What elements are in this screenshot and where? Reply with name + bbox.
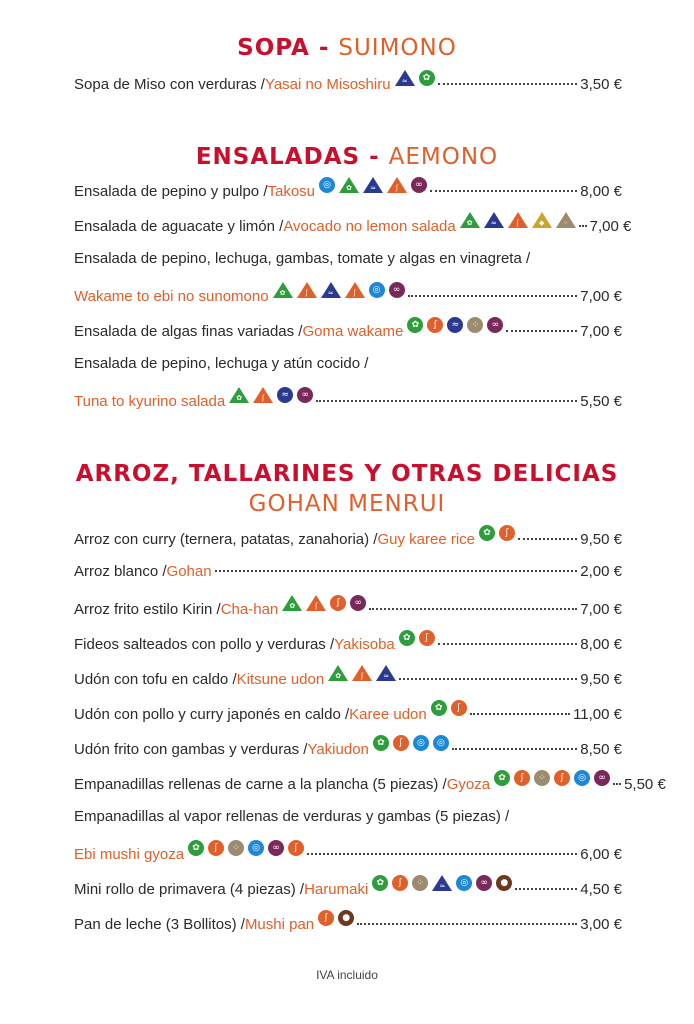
item-price: 8,50 € <box>580 741 622 758</box>
item-name-jp: Wakame to ebi no sunomono <box>74 288 269 305</box>
allergen-green-triangle-icon: ✿ <box>282 595 302 611</box>
allergen-icons <box>431 700 467 716</box>
allergen-icons <box>373 735 449 751</box>
item-name-jp: Harumaki <box>304 881 369 898</box>
dot-leader <box>215 570 578 572</box>
allergen-brown-circle-icon: ● <box>338 910 354 926</box>
allergen-purple-circle-icon: ∞ <box>594 770 610 786</box>
section-heading-arroz <box>0 460 694 488</box>
menu-item <box>74 913 622 937</box>
item-price: 8,00 € <box>580 183 622 200</box>
item-price: 9,50 € <box>580 671 622 688</box>
allergen-orange-triangle-icon: ʃ <box>387 177 407 193</box>
allergen-icons <box>395 70 435 86</box>
allergen-green-circle-icon: ✿ <box>188 840 204 856</box>
allergen-green-circle-icon: ✿ <box>479 525 495 541</box>
footer-note: IVA incluido <box>316 968 378 982</box>
allergen-icons <box>407 317 503 333</box>
item-price: 3,50 € <box>580 76 622 93</box>
allergen-orange-triangle-icon: ʃ <box>345 282 365 298</box>
heading-es: SOPA <box>237 35 310 61</box>
item-price: 7,00 € <box>580 288 622 305</box>
dot-leader <box>307 853 577 855</box>
dot-leader <box>515 888 577 890</box>
allergen-green-circle-icon: ✿ <box>407 317 423 333</box>
allergen-orange-triangle-icon: ʃ <box>253 387 273 403</box>
allergen-tan-circle-icon: ⁘ <box>467 317 483 333</box>
dot-leader <box>613 783 621 785</box>
menu-item <box>74 773 666 797</box>
menu-item <box>74 598 622 622</box>
item-price: 7,00 € <box>580 601 622 618</box>
allergen-navy-triangle-icon: ≈ <box>321 282 341 298</box>
heading-separator: - <box>360 144 389 170</box>
allergen-orange-circle-icon: ʃ <box>554 770 570 786</box>
allergen-orange-triangle-icon: ʃ <box>306 595 326 611</box>
menu-item <box>74 355 622 379</box>
item-name-es: Arroz con curry (ternera, patatas, zanahoria) / <box>74 531 378 548</box>
allergen-purple-circle-icon: ∞ <box>487 317 503 333</box>
allergen-tan-circle-icon: ⁘ <box>534 770 550 786</box>
menu-item <box>74 250 622 274</box>
item-price: 9,50 € <box>580 531 622 548</box>
item-name-jp: Yakiudon <box>307 741 369 758</box>
allergen-icons <box>318 910 354 926</box>
heading-separator: - <box>309 35 339 61</box>
item-name-jp: Gohan <box>166 563 212 580</box>
item-name-jp: Yasai no Misoshiru <box>264 76 391 93</box>
allergen-navy-triangle-icon: ≈ <box>395 70 415 86</box>
item-name-es: Ensalada de pepino y pulpo / <box>74 183 268 200</box>
heading-jp: AEMONO <box>388 144 499 170</box>
allergen-purple-circle-icon: ∞ <box>350 595 366 611</box>
allergen-green-triangle-icon: ✿ <box>229 387 249 403</box>
allergen-green-circle-icon: ✿ <box>419 70 435 86</box>
allergen-orange-circle-icon: ʃ <box>288 840 304 856</box>
menu-item <box>74 528 622 552</box>
item-price: 5,50 € <box>624 776 666 793</box>
allergen-icons <box>273 282 405 298</box>
item-price: 7,00 € <box>580 323 622 340</box>
item-name-es: Empanadillas al vapor rellenas de verduras y gambas (5 piezas) / <box>74 808 510 825</box>
item-price: 5,50 € <box>580 393 622 410</box>
dot-leader <box>579 225 587 227</box>
allergen-icons <box>188 840 304 856</box>
allergen-icons <box>460 212 576 228</box>
dot-leader <box>438 83 578 85</box>
item-name-es: Fideos salteados con pollo y verduras / <box>74 636 335 653</box>
menu-item <box>74 843 622 867</box>
menu-item <box>74 73 622 97</box>
item-name-jp: Mushi pan <box>244 916 315 933</box>
allergen-orange-triangle-icon: ʃ <box>297 282 317 298</box>
allergen-orange-circle-icon: ʃ <box>451 700 467 716</box>
item-name-jp: Cha-han <box>220 601 279 618</box>
item-price: 6,00 € <box>580 846 622 863</box>
item-name-jp: Gyoza <box>446 776 491 793</box>
allergen-icons <box>319 177 427 193</box>
item-price: 3,00 € <box>580 916 622 933</box>
allergen-blue-circle-icon: ◎ <box>369 282 385 298</box>
allergen-purple-circle-icon: ∞ <box>297 387 313 403</box>
allergen-icons <box>479 525 515 541</box>
item-name-es: Sopa de Miso con verduras / <box>74 76 265 93</box>
allergen-blue-circle-icon: ◎ <box>413 735 429 751</box>
item-name-jp: Tuna to kyurino salada <box>74 393 226 410</box>
item-price: 11,00 € <box>573 706 622 723</box>
allergen-tan-circle-icon: ⁘ <box>228 840 244 856</box>
dot-leader <box>408 295 578 297</box>
item-price: 7,00 € <box>589 218 632 235</box>
allergen-navy-triangle-icon: ≈ <box>376 665 396 681</box>
item-name-jp: Yakisoba <box>334 636 395 653</box>
heading-jp: GOHAN MENRUI <box>248 491 446 517</box>
allergen-blue-circle-icon: ◎ <box>433 735 449 751</box>
allergen-navy-triangle-icon: ≈ <box>363 177 383 193</box>
section-heading-sopa <box>0 34 694 62</box>
item-name-es: Udón con pollo y curry japonés en caldo / <box>74 706 350 723</box>
allergen-blue-circle-icon: ◎ <box>574 770 590 786</box>
allergen-green-triangle-icon: ✿ <box>328 665 348 681</box>
item-name-es: Udón con tofu en caldo / <box>74 671 237 688</box>
allergen-purple-circle-icon: ∞ <box>476 875 492 891</box>
menu-item <box>74 668 622 692</box>
heading-jp: SUIMONO <box>338 35 457 61</box>
menu-item <box>74 878 622 902</box>
allergen-orange-circle-icon: ʃ <box>514 770 530 786</box>
item-name-es: Udón frito con gambas y verduras / <box>74 741 308 758</box>
menu-item <box>74 808 622 832</box>
allergen-green-circle-icon: ✿ <box>373 735 389 751</box>
item-price: 2,00 € <box>580 563 622 580</box>
menu-item <box>74 215 632 239</box>
dot-leader <box>438 643 578 645</box>
allergen-icons <box>372 875 512 891</box>
menu-item <box>74 563 622 587</box>
allergen-orange-circle-icon: ʃ <box>208 840 224 856</box>
item-name-es: Arroz blanco / <box>74 563 167 580</box>
item-name-es: Ensalada de pepino, lechuga, gambas, tomate y algas en vinagreta / <box>74 250 531 267</box>
allergen-green-circle-icon: ✿ <box>399 630 415 646</box>
heading-es: ENSALADAS <box>195 144 361 170</box>
item-name-es: Ensalada de algas finas variadas / <box>74 323 303 340</box>
allergen-green-triangle-icon: ✿ <box>339 177 359 193</box>
allergen-orange-circle-icon: ʃ <box>393 735 409 751</box>
item-name-es: Arroz frito estilo Kirin / <box>74 601 221 618</box>
item-name-jp: Karee udon <box>349 706 427 723</box>
allergen-purple-circle-icon: ∞ <box>411 177 427 193</box>
item-name-jp: Guy karee rice <box>377 531 476 548</box>
menu-item <box>74 180 622 204</box>
allergen-navy-circle-icon: ≈ <box>277 387 293 403</box>
allergen-tan-triangle-icon: ⁘ <box>556 212 576 228</box>
allergen-purple-circle-icon: ∞ <box>268 840 284 856</box>
allergen-blue-circle-icon: ◎ <box>319 177 335 193</box>
item-name-jp: Avocado no lemon salada <box>283 218 456 235</box>
allergen-icons <box>282 595 366 611</box>
item-price: 4,50 € <box>580 881 622 898</box>
allergen-green-circle-icon: ✿ <box>494 770 510 786</box>
menu-item <box>74 633 622 657</box>
item-name-es: Pan de leche (3 Bollitos) / <box>74 916 245 933</box>
allergen-icons <box>494 770 610 786</box>
allergen-green-circle-icon: ✿ <box>372 875 388 891</box>
allergen-green-triangle-icon: ✿ <box>460 212 480 228</box>
allergen-icons <box>229 387 313 403</box>
heading-es: ARROZ, TALLARINES Y OTRAS DELICIAS <box>75 461 619 487</box>
allergen-orange-circle-icon: ʃ <box>499 525 515 541</box>
allergen-navy-triangle-icon: ≈ <box>484 212 504 228</box>
allergen-orange-circle-icon: ʃ <box>318 910 334 926</box>
allergen-navy-circle-icon: ≈ <box>447 317 463 333</box>
dot-leader <box>357 923 577 925</box>
allergen-orange-circle-icon: ʃ <box>392 875 408 891</box>
allergen-blue-circle-icon: ◎ <box>456 875 472 891</box>
allergen-orange-circle-icon: ʃ <box>419 630 435 646</box>
allergen-orange-triangle-icon: ʃ <box>508 212 528 228</box>
menu-item <box>74 738 622 762</box>
item-name-es: Mini rollo de primavera (4 piezas) / <box>74 881 305 898</box>
allergen-blue-circle-icon: ◎ <box>248 840 264 856</box>
allergen-orange-circle-icon: ʃ <box>427 317 443 333</box>
allergen-tan-circle-icon: ⁘ <box>412 875 428 891</box>
dot-leader <box>470 713 570 715</box>
dot-leader <box>518 538 577 540</box>
allergen-icons <box>328 665 396 681</box>
menu-item <box>74 390 622 414</box>
allergen-green-triangle-icon: ✿ <box>273 282 293 298</box>
item-name-jp: Ebi mushi gyoza <box>74 846 185 863</box>
item-price: 8,00 € <box>580 636 622 653</box>
allergen-purple-circle-icon: ∞ <box>389 282 405 298</box>
allergen-icons <box>399 630 435 646</box>
allergen-orange-circle-icon: ʃ <box>330 595 346 611</box>
menu-item <box>74 320 622 344</box>
dot-leader <box>369 608 577 610</box>
item-name-jp: Goma wakame <box>302 323 404 340</box>
menu-item <box>74 703 622 727</box>
item-name-jp: Takosu <box>267 183 316 200</box>
dot-leader <box>399 678 577 680</box>
dot-leader <box>430 190 577 192</box>
dot-leader <box>316 400 577 402</box>
section-heading-ensaladas <box>0 143 694 171</box>
allergen-navy-triangle-icon: ≈ <box>432 875 452 891</box>
item-name-jp: Kitsune udon <box>236 671 325 688</box>
menu-item <box>74 285 622 309</box>
dot-leader <box>452 748 577 750</box>
item-name-es: Ensalada de pepino, lechuga y atún cocido / <box>74 355 369 372</box>
dot-leader <box>506 330 577 332</box>
allergen-gold-triangle-icon: ◆ <box>532 212 552 228</box>
item-name-es: Ensalada de aguacate y limón / <box>74 218 284 235</box>
allergen-green-circle-icon: ✿ <box>431 700 447 716</box>
allergen-brown-circle-icon: ● <box>496 875 512 891</box>
allergen-orange-triangle-icon: ʃ <box>352 665 372 681</box>
section-heading-arroz-jp <box>0 490 694 518</box>
item-name-es: Empanadillas rellenas de carne a la plancha (5 piezas) / <box>74 776 447 793</box>
